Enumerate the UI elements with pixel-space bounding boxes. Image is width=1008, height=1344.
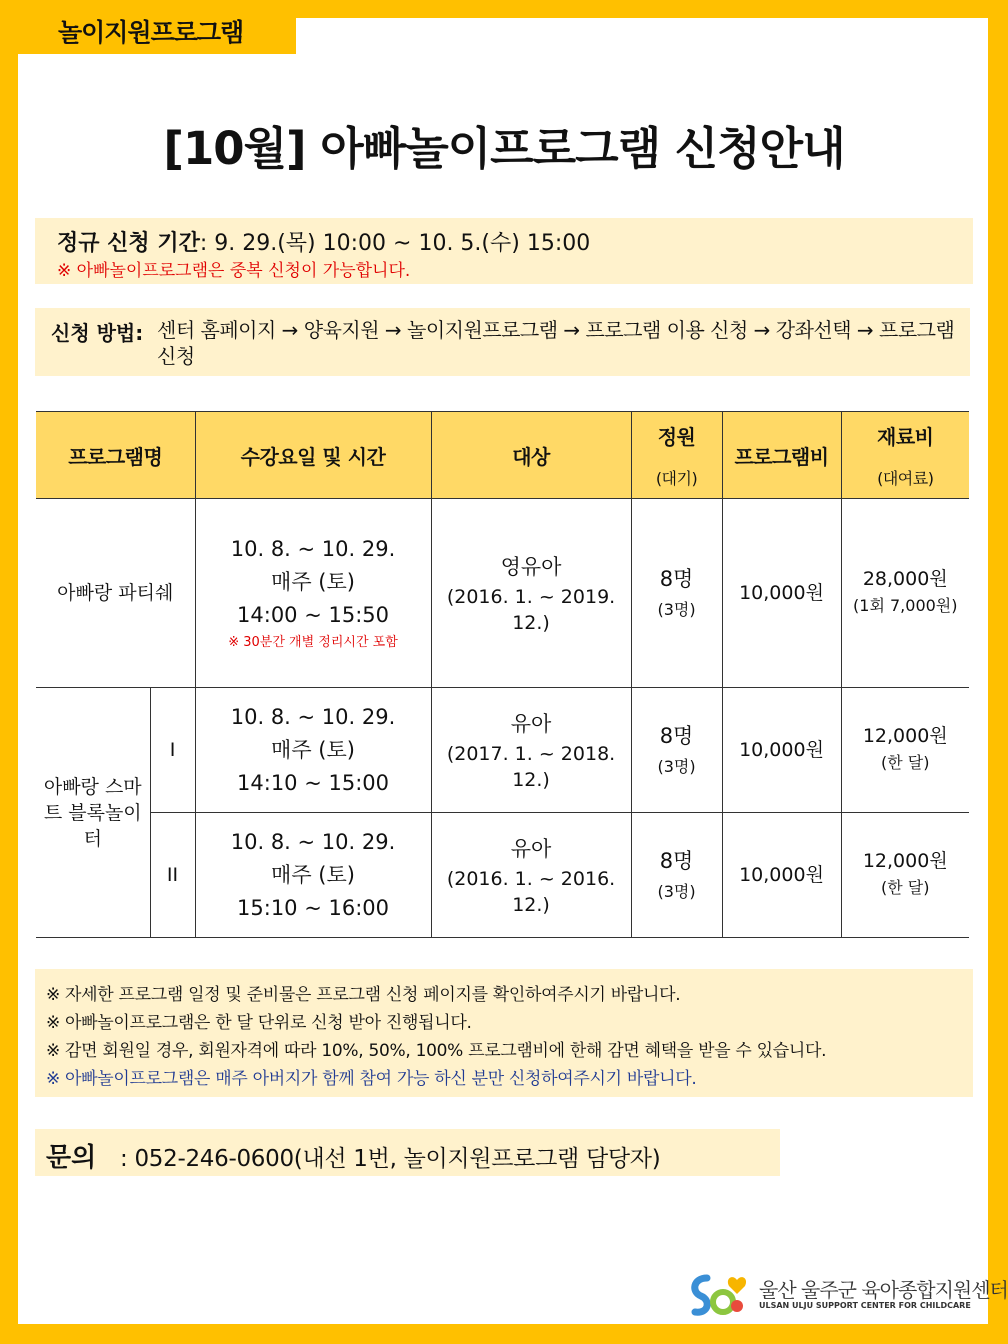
target-cell: [431, 813, 631, 938]
schedule-note: ※ 30분간 개별 정리시간 포함: [228, 634, 398, 650]
period-line: [57, 226, 590, 257]
schedule-day: 매주 (토): [271, 862, 355, 887]
schedule-day: 매주 (토): [271, 569, 355, 594]
waiting-value: (3명): [657, 881, 696, 901]
target-cell: [431, 499, 631, 688]
capacity-value: 8명: [659, 848, 694, 873]
target-range: (2016. 1. ~ 2019. 12.): [446, 585, 616, 634]
fee-cell: 10,000원: [722, 688, 841, 813]
header-fee: 프로그램비: [722, 412, 841, 499]
header-capacity: [631, 412, 722, 499]
note-item: ※ 감면 회원일 경우, 회원자격에 따라 10%, 50%, 100% 프로그램비에 한해 감면 혜택을 받을 수 있습니다.: [46, 1041, 827, 1061]
note-item: ※ 아빠놀이프로그램은 한 달 단위로 신청 받아 진행됩니다.: [46, 1013, 472, 1033]
capacity-cell: [631, 499, 722, 688]
method-label: 신청 방법:: [51, 321, 144, 345]
application-period-box: [35, 218, 973, 284]
target-name: 유아: [510, 711, 552, 736]
category-tab: [18, 0, 296, 54]
session-number: II: [150, 813, 195, 938]
table-row: [36, 499, 969, 688]
target-range: (2017. 1. ~ 2018. 12.): [446, 742, 616, 791]
logo-swirl-blue: [695, 1278, 708, 1312]
waiting-value: (3명): [657, 756, 696, 776]
material-cell: [841, 813, 969, 938]
logo-ring-green: [713, 1292, 733, 1312]
notes-box: [35, 969, 973, 1097]
category-tab-label: 놀이지원프로그램: [58, 18, 244, 47]
session-number: I: [150, 688, 195, 813]
material-cell: [841, 499, 969, 688]
capacity-cell: [631, 813, 722, 938]
capacity-value: 8명: [659, 566, 694, 591]
note-item: ※ 자세한 프로그램 일정 및 준비물은 프로그램 신청 페이지를 확인하여주시기 바랍니다.: [46, 985, 681, 1005]
header-capacity-label: 정원: [657, 425, 696, 449]
org-name: 울산 울주군 육아종합지원센터: [759, 1278, 1008, 1302]
table-row: [36, 813, 969, 938]
material-note: (한 달): [881, 753, 930, 772]
schedule-date: 10. 8. ~ 10. 29.: [230, 536, 396, 561]
target-range: (2016. 1. ~ 2016. 12.): [446, 867, 616, 916]
material-note: (한 달): [881, 878, 930, 897]
header-capacity-sub: (대기): [655, 469, 698, 488]
table-row: [36, 688, 969, 813]
period-label: 정규 신청 기간: [57, 231, 200, 256]
inquiry-label: 문의: [46, 1143, 97, 1173]
page-title: [10월] 아빠놀이프로그램 신청안내: [163, 122, 845, 175]
material-value: 28,000원: [862, 568, 948, 590]
fee-cell: 10,000원: [722, 499, 841, 688]
material-note: (1회 7,000원): [853, 596, 958, 615]
fee-cell: 10,000원: [722, 813, 841, 938]
capacity-cell: [631, 688, 722, 813]
org-logo: [687, 1270, 1008, 1320]
period-value: : 9. 29.(목) 10:00 ~ 10. 5.(수) 15:00: [199, 231, 591, 256]
header-target: 대상: [431, 412, 631, 499]
schedule-cell: [195, 499, 431, 688]
schedule-date: 10. 8. ~ 10. 29.: [230, 704, 396, 729]
logo-heart-yellow: [728, 1277, 746, 1294]
schedule-time: 15:10 ~ 16:00: [237, 895, 389, 920]
capacity-value: 8명: [659, 723, 694, 748]
logo-dot-red: [731, 1300, 743, 1312]
target-name: 유아: [510, 836, 552, 861]
header-schedule: 수강요일 및 시간: [195, 412, 431, 499]
waiting-value: (3명): [657, 599, 696, 619]
target-cell: [431, 688, 631, 813]
table-header-row: [36, 412, 969, 499]
schedule-cell: [195, 813, 431, 938]
schedule-day: 매주 (토): [271, 737, 355, 762]
org-name-en: ULSAN ULJU SUPPORT CENTER FOR CHILDCARE: [759, 1301, 971, 1310]
material-cell: [841, 688, 969, 813]
period-note: ※ 아빠놀이프로그램은 중복 신청이 가능합니다.: [57, 261, 411, 281]
schedule-date: 10. 8. ~ 10. 29.: [230, 829, 396, 854]
inquiry-box: [35, 1129, 780, 1176]
method-steps: 센터 홈페이지 → 양육지원 → 놀이지원프로그램 → 프로그램 이용 신청 → 강좌선택 → 프로그램 신청: [157, 318, 955, 368]
schedule-cell: [195, 688, 431, 813]
header-material-label: 재료비: [877, 425, 934, 449]
org-logo-icon: [687, 1270, 753, 1320]
target-name: 영유아: [500, 554, 562, 579]
header-material: [841, 412, 969, 499]
note-item-highlight: ※ 아빠놀이프로그램은 매주 아버지가 함께 참여 가능 하신 분만 신청하여주시기 바랍니다.: [46, 1069, 697, 1089]
program-name: 아빠랑 파티쉐: [36, 499, 195, 688]
header-material-sub: (대여료): [877, 469, 934, 488]
inquiry-value: : 052-246-0600(내선 1번, 놀이지원프로그램 담당자): [120, 1146, 661, 1172]
schedule-table: [36, 411, 969, 938]
program-name: 아빠랑 스마트 블록놀이터: [36, 688, 150, 938]
material-value: 12,000원: [862, 725, 948, 747]
schedule-time: 14:10 ~ 15:00: [237, 770, 389, 795]
material-value: 12,000원: [862, 850, 948, 872]
application-method-box: [35, 308, 970, 376]
schedule-time: 14:00 ~ 15:50: [237, 602, 389, 627]
header-program-name: 프로그램명: [36, 412, 195, 499]
